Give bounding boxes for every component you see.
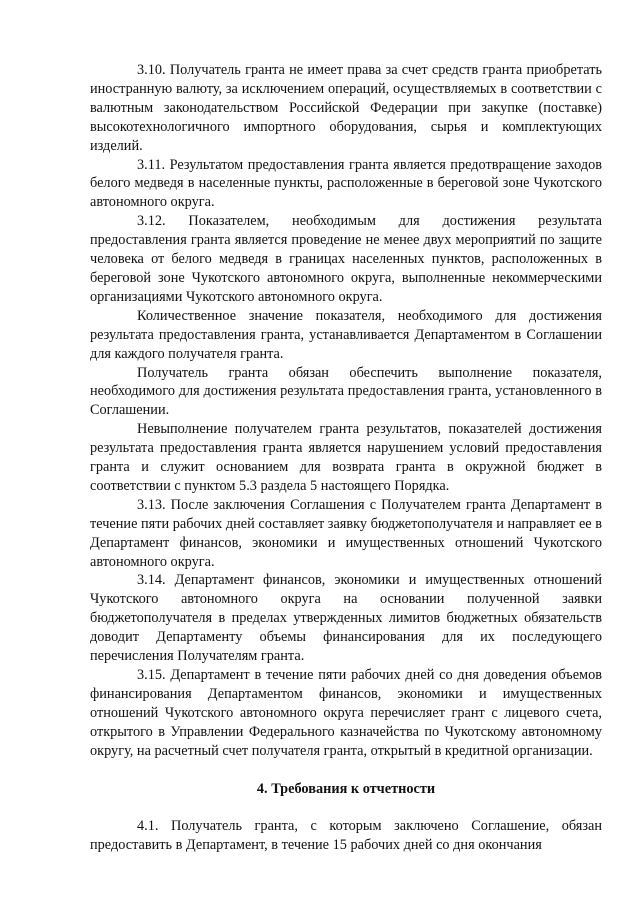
spacer bbox=[90, 798, 602, 817]
paragraph-3-15: 3.15. Департамент в течение пяти рабочих дней со дня доведения объемов финансирования Департаментом финансов, экономики и имущественных отношений Чукотского автономного округа перечисляет грант с лицевого счета, открытого в Управлении Федерального казначейства по Чукотскому автономному округу, на расчетный счет получателя гранта, открытый в кредитной организации. bbox=[90, 667, 602, 759]
paragraph-3-13: 3.13. После заключения Соглашения с Получателем гранта Департамент в течение пяти рабочих дней составляет заявку бюджетополучателя и направляет ее в Департамент финансов, экономики и имущественных отношений Чукотского автономного округа. bbox=[90, 496, 602, 570]
paragraph-4-1: 4.1. Получатель гранта, с которым заключено Соглашение, обязан предоставить в Департамент, в течение 15 рабочих дней со дня окончания bbox=[90, 818, 602, 854]
section-heading: 4. Требования к отчетности bbox=[256, 780, 436, 797]
paragraph-3-11: 3.11. Результатом предоставления гранта является предотвращение заходов белого медведя в населенные пункты, расположенные в береговой зоне Чукотского автономного округа. bbox=[90, 156, 602, 211]
paragraph-3-10: 3.10. Получатель гранта не имеет права за счет средств гранта приобретать иностранную валюту, за исключением операций, осуществляемых в соответствии с валютным законодательством Российской Федерации при закупке (поставке) высокотехнологичного импортного оборудования, сырья и комплектующих изделий. bbox=[90, 62, 602, 154]
paragraph-3-12: 3.12. Показателем, необходимым для достижения результата предоставления гранта является проведение не менее двух мероприятий по защите человека от белого медведя в границах населенных пунктов, расположенных в береговой зоне Чукотского автономного округа, выполненные некоммерческими организациями Чукотского автономного округа. bbox=[90, 213, 602, 305]
spacer bbox=[90, 761, 602, 780]
document-body bbox=[90, 61, 602, 855]
paragraph-recipient-obligation: Получатель гранта обязан обеспечить выполнение показателя, необходимого для достижения результата предоставления гранта, установленного в Соглашении. bbox=[90, 364, 602, 419]
paragraph-non-fulfillment: Невыполнение получателем гранта результатов, показателей достижения результата предоставления гранта является нарушением условий предоставления гранта и служит основанием для возврата гранта в окружной бюджет в соответствии с пунктом 5.3 раздела 5 настоящего Порядка. bbox=[90, 421, 602, 494]
paragraph-3-14: 3.14. Департамент финансов, экономики и имущественных отношений Чукотского автономного округа на основании полученной заявки бюджетополучателя в пределах утвержденных лимитов бюджетных обязательств доводит Департаменту объемы финансирования для их последующего перечисления Получателям гранта. bbox=[90, 572, 602, 665]
paragraph-indicator-value: Количественное значение показателя, необходимого для достижения результата предоставления гранта, устанавливается Департаментом в Соглашении для каждого получателя гранта. bbox=[90, 307, 602, 362]
